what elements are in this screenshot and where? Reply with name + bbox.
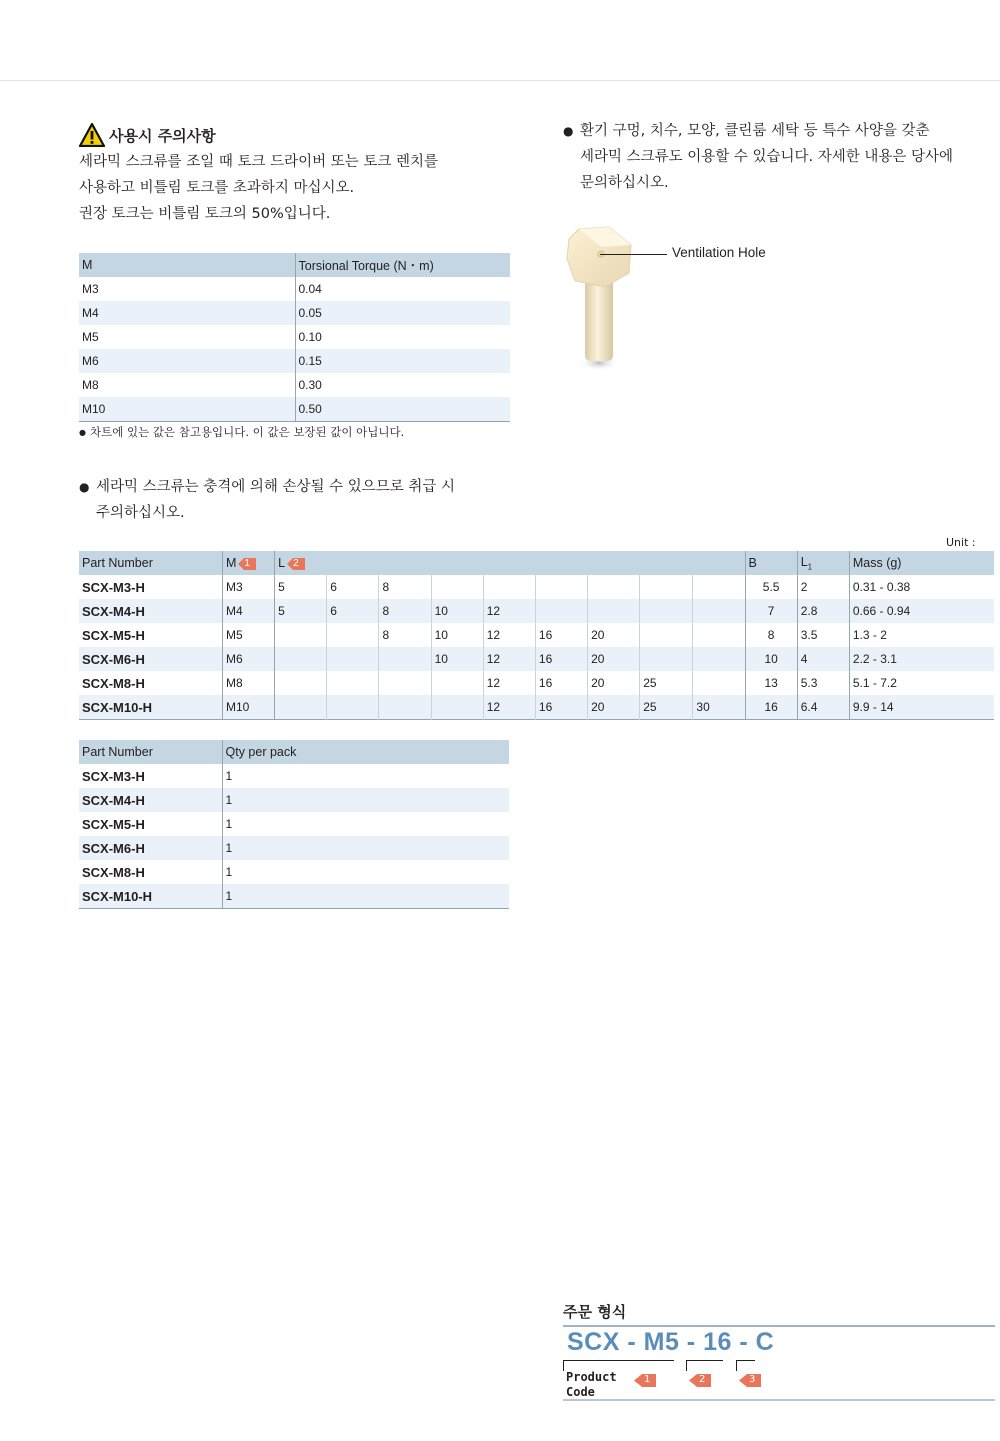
table-row xyxy=(79,836,509,860)
l-cell: 20 xyxy=(588,647,640,671)
l-cell xyxy=(640,623,693,647)
table-cell: 1 xyxy=(225,817,233,831)
bullet-icon: ● xyxy=(563,124,574,138)
l-cell xyxy=(535,599,587,623)
torque-table xyxy=(79,253,510,422)
table-cell: 0.05 xyxy=(295,301,510,325)
table-row xyxy=(79,764,509,788)
table-cell: 0.15 xyxy=(295,349,510,373)
caution-line: 세라믹 스크류를 조일 때 토크 드라이버 또는 토크 렌치를 xyxy=(79,154,439,170)
table-cell: SCX-M4-H xyxy=(79,788,222,812)
part-number-cell: SCX-M3-H xyxy=(79,575,222,599)
m-cell: M6 xyxy=(222,647,274,671)
b-cell: 10 xyxy=(745,647,797,671)
table-cell: 1 xyxy=(222,788,509,812)
m-cell: M5 xyxy=(222,623,274,647)
table-cell: M6 xyxy=(79,349,295,373)
table-cell: 1 xyxy=(225,769,233,783)
table-cell: SCX-M10-H xyxy=(79,884,222,909)
table-cell: 1 xyxy=(222,884,509,909)
header-part-number: Part Number xyxy=(79,551,222,575)
table-header-row xyxy=(79,551,994,575)
note-line: 주의하십시오. xyxy=(96,505,185,521)
header-m xyxy=(222,551,274,575)
l1-cell: 6.4 xyxy=(797,695,849,720)
table-cell: 0.10 xyxy=(298,330,322,344)
bullet-icon: ● xyxy=(79,480,90,494)
code-tag xyxy=(634,1370,656,1389)
header-l-text: L xyxy=(278,556,286,570)
table-cell: M5 xyxy=(79,325,295,349)
mass-cell: 1.3 - 2 xyxy=(852,628,887,642)
l-cell: 25 xyxy=(640,695,693,720)
code-tag xyxy=(689,1370,711,1389)
l-cell xyxy=(275,647,327,671)
b-cell: 5.5 xyxy=(745,575,797,599)
l1-cell: 5.3 xyxy=(797,671,849,695)
l-cell: 5 xyxy=(275,599,327,623)
l-cell xyxy=(275,623,327,647)
l-cell: 10 xyxy=(431,599,483,623)
l-cell: 12 xyxy=(483,695,535,720)
header-qty: Qty per pack xyxy=(222,740,509,764)
table-cell: M4 xyxy=(79,301,295,325)
header-mass: Mass (g) xyxy=(849,551,994,575)
table-row xyxy=(79,301,510,325)
l-cell: 5 xyxy=(275,575,327,599)
table-row xyxy=(79,575,994,599)
part-number-cell: SCX-M8-H xyxy=(79,671,222,695)
warning-icon xyxy=(79,123,105,147)
mass-cell: 5.1 - 7.2 xyxy=(852,676,897,690)
b-cell: 8 xyxy=(745,623,797,647)
l-cell xyxy=(275,671,327,695)
l-cell: 16 xyxy=(535,647,587,671)
caution-title-text: 사용시 주의사항 xyxy=(109,126,216,145)
order-format-title: 주문 형식 xyxy=(563,1303,627,1321)
part-number-cell: SCX-M4-H xyxy=(79,599,222,623)
product-code-line: Code xyxy=(566,1385,595,1399)
l-cell xyxy=(640,647,693,671)
special-spec-note xyxy=(563,118,993,196)
l-cell xyxy=(483,575,535,599)
l-cell xyxy=(535,575,587,599)
tag-number: 1 xyxy=(644,1374,651,1385)
table-row xyxy=(79,695,994,720)
table-row xyxy=(79,788,509,812)
table-row xyxy=(79,325,510,349)
l-cell xyxy=(327,647,379,671)
l1-cell: 4 xyxy=(797,647,849,671)
table-cell: M3 xyxy=(79,277,295,301)
l-cell: 6 xyxy=(327,575,379,599)
product-code-line: Product xyxy=(566,1370,617,1384)
table-cell: 1 xyxy=(225,865,233,879)
table-row xyxy=(79,884,509,909)
table-row xyxy=(79,812,509,836)
l-cell xyxy=(640,575,693,599)
ventilation-hole-label: Ventilation Hole xyxy=(672,245,766,260)
l-cell xyxy=(327,623,379,647)
l1-cell: 2.8 xyxy=(797,599,849,623)
header-torque: Torsional Torque (N・m) xyxy=(295,253,510,277)
mass-cell: 2.2 - 3.1 xyxy=(849,647,994,671)
l1-cell: 3.5 xyxy=(797,623,849,647)
l-cell: 8 xyxy=(379,575,431,599)
header-b: B xyxy=(745,551,797,575)
b-cell: 16 xyxy=(745,695,797,720)
note-line: 문의하십시오. xyxy=(580,175,669,191)
l-cell: 12 xyxy=(483,671,535,695)
table-row xyxy=(79,860,509,884)
l-cell: 16 xyxy=(535,671,587,695)
spec-table xyxy=(79,551,994,720)
code-tag xyxy=(238,558,256,570)
part-number-cell: SCX-M6-H xyxy=(79,647,222,671)
mass-cell: 9.9 - 14 xyxy=(849,695,994,720)
l-cell xyxy=(693,575,745,599)
table-row xyxy=(79,599,994,623)
tag-number: 1 xyxy=(244,557,250,569)
part-number-cell: SCX-M5-H xyxy=(79,623,222,647)
l-cell xyxy=(693,623,745,647)
b-cell: 7 xyxy=(745,599,797,623)
table-cell: SCX-M8-H xyxy=(79,860,222,884)
l-cell xyxy=(275,695,327,720)
table-row xyxy=(79,671,994,695)
l-cell xyxy=(588,599,640,623)
l-cell xyxy=(640,599,693,623)
l-cell: 12 xyxy=(483,647,535,671)
header-l1-text: L xyxy=(800,554,808,569)
caution-line: 권장 토크는 비틀림 토크의 50%입니다. xyxy=(79,206,331,222)
top-divider xyxy=(0,80,1000,81)
handling-note xyxy=(79,474,509,526)
caution-title xyxy=(79,121,519,149)
product-code-label xyxy=(566,1370,617,1400)
l-cell xyxy=(379,695,431,720)
qty-table xyxy=(79,740,509,909)
l-cell xyxy=(379,647,431,671)
table-cell: SCX-M6-H xyxy=(79,836,222,860)
table-cell: SCX-M5-H xyxy=(79,812,222,836)
l-cell xyxy=(431,695,483,720)
table-row xyxy=(79,373,510,397)
note-line: 세라믹 스크류도 이용할 수 있습니다. 자세한 내용은 당사에 xyxy=(580,149,954,165)
m-cell: M10 xyxy=(222,695,274,720)
callout-line xyxy=(600,254,667,255)
table-row xyxy=(79,397,510,422)
caution-section xyxy=(79,121,519,227)
b-cell: 13 xyxy=(745,671,797,695)
unit-label: Unit : xyxy=(946,536,976,549)
header-part-number: Part Number xyxy=(79,740,222,764)
header-l1 xyxy=(797,551,849,575)
l-cell xyxy=(379,671,431,695)
l-cell: 20 xyxy=(588,695,640,720)
header-m: M xyxy=(79,253,295,277)
table-cell: SCX-M3-H xyxy=(79,764,222,788)
order-code: SCX - M5 - 16 - C xyxy=(567,1328,775,1356)
table-cell: M10 xyxy=(79,397,295,422)
l-cell: 8 xyxy=(379,623,431,647)
l-cell xyxy=(431,671,483,695)
ceramic-screw-image xyxy=(565,225,645,375)
table-row xyxy=(79,623,994,647)
header-l xyxy=(275,551,745,575)
table-cell: 0.30 xyxy=(298,378,322,392)
l-cell: 12 xyxy=(483,623,535,647)
mass-cell: 0.31 - 0.38 xyxy=(852,580,911,594)
header-l1-sub: 1 xyxy=(807,562,813,572)
l-cell: 20 xyxy=(588,623,640,647)
table-cell: 0.04 xyxy=(298,282,322,296)
table-row xyxy=(79,349,510,373)
l-cell xyxy=(693,647,745,671)
table-cell: 0.50 xyxy=(295,397,510,422)
code-tag xyxy=(739,1370,761,1389)
l-cell: 30 xyxy=(693,695,745,720)
l-cell xyxy=(327,695,379,720)
order-divider xyxy=(563,1325,995,1327)
caution-line: 사용하고 비틀림 토크를 초과하지 마십시오. xyxy=(79,180,355,196)
table-cell: M8 xyxy=(79,373,295,397)
code-tag xyxy=(287,558,305,570)
spec-table-body xyxy=(79,575,994,720)
table-row xyxy=(79,277,510,301)
l-cell xyxy=(693,599,745,623)
note-line: 환기 구멍, 치수, 모양, 클린룸 세탁 등 특수 사양을 갖춘 xyxy=(580,123,930,139)
l-cell: 20 xyxy=(588,671,640,695)
l-cell xyxy=(693,671,745,695)
m-cell: M4 xyxy=(222,599,274,623)
table-header-row xyxy=(79,253,510,277)
note-line: 세라믹 스크류는 충격에 의해 손상될 수 있으므로 취급 시 xyxy=(96,479,456,495)
tag-number: 3 xyxy=(749,1374,756,1385)
m-cell: M3 xyxy=(222,575,274,599)
header-m-text: M xyxy=(225,556,237,570)
table-header-row xyxy=(79,740,509,764)
l-cell xyxy=(588,575,640,599)
l-cell xyxy=(431,575,483,599)
l1-cell: 2 xyxy=(797,575,849,599)
tag-number: 2 xyxy=(293,557,299,569)
order-divider xyxy=(563,1399,995,1401)
l-cell: 10 xyxy=(431,623,483,647)
part-number-cell: SCX-M10-H xyxy=(79,695,222,720)
l-cell xyxy=(327,671,379,695)
l-cell: 8 xyxy=(379,599,431,623)
l-cell: 16 xyxy=(535,695,587,720)
l-cell: 6 xyxy=(327,599,379,623)
m-cell: M8 xyxy=(222,671,274,695)
l-cell: 25 xyxy=(640,671,693,695)
tag-number: 2 xyxy=(699,1374,706,1385)
reference-note: ● 차트에 있는 값은 참고용입니다. 이 값은 보장된 값이 아닙니다. xyxy=(79,424,404,440)
l-cell: 16 xyxy=(535,623,587,647)
table-row xyxy=(79,647,994,671)
l-cell: 12 xyxy=(483,599,535,623)
mass-cell: 0.66 - 0.94 xyxy=(849,599,994,623)
l-cell: 10 xyxy=(431,647,483,671)
table-cell: 1 xyxy=(222,836,509,860)
